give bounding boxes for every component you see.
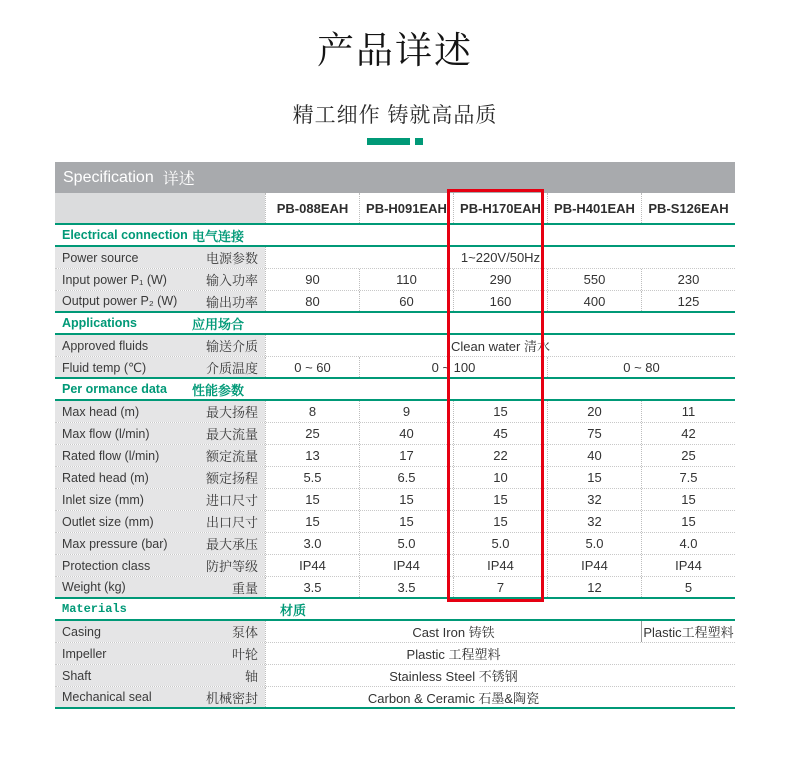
row-label bbox=[55, 489, 265, 510]
row-label bbox=[55, 577, 265, 597]
accent-square-icon bbox=[415, 138, 423, 145]
row-label-en: Power source bbox=[62, 250, 139, 265]
table-cell: 15 bbox=[453, 489, 547, 510]
row-label-en: Max pressure (bar) bbox=[62, 536, 168, 551]
row-label-zh: 输出功率 bbox=[205, 294, 258, 310]
row-label-zh: 泵体 bbox=[231, 625, 258, 640]
table-cell: 45 bbox=[453, 423, 547, 444]
table-cell: Clean water 清水 bbox=[265, 335, 735, 356]
row-label-en: Output power P₂ (W) bbox=[62, 294, 178, 308]
row-label-zh: 电源参数 bbox=[205, 251, 258, 266]
table-row bbox=[55, 665, 735, 687]
table-cell: 15 bbox=[547, 467, 641, 488]
table-cell: 5.5 bbox=[265, 467, 359, 488]
section-name-en: Per ormance data bbox=[62, 382, 167, 396]
row-label bbox=[55, 643, 265, 664]
table-row bbox=[55, 467, 735, 489]
table-cell: 5.0 bbox=[453, 533, 547, 554]
table-cell: Plastic 工程塑料 bbox=[265, 643, 641, 664]
row-label bbox=[55, 687, 265, 707]
section-header-row bbox=[55, 225, 735, 247]
row-label-zh: 最大承压 bbox=[205, 537, 258, 552]
table-cell: 25 bbox=[265, 423, 359, 444]
model-header-cell: PB-H401EAH bbox=[547, 193, 641, 223]
table-cell: 13 bbox=[265, 445, 359, 466]
specification-table bbox=[55, 162, 735, 709]
accent-bar-icon bbox=[367, 138, 410, 145]
table-cell: 42 bbox=[641, 423, 735, 444]
table-cell: Cast Iron 铸铁 bbox=[265, 621, 641, 642]
table-cell: 25 bbox=[641, 445, 735, 466]
row-label-zh: 轴 bbox=[244, 669, 258, 684]
section-header-row bbox=[55, 599, 735, 621]
table-row bbox=[55, 401, 735, 423]
model-header-cell: PB-S126EAH bbox=[641, 193, 735, 223]
table-row bbox=[55, 357, 735, 379]
table-cell: 15 bbox=[265, 489, 359, 510]
table-cell: 400 bbox=[547, 291, 641, 311]
table-cell: 80 bbox=[265, 291, 359, 311]
table-row bbox=[55, 269, 735, 291]
row-label-en: Outlet size (mm) bbox=[62, 514, 154, 529]
table-row bbox=[55, 445, 735, 467]
row-label bbox=[55, 665, 265, 686]
table-cell: 11 bbox=[641, 401, 735, 422]
row-label-en: Fluid temp (℃) bbox=[62, 360, 147, 375]
table-cell: 15 bbox=[641, 511, 735, 532]
table-cell: 15 bbox=[453, 511, 547, 532]
table-row bbox=[55, 489, 735, 511]
row-label-en: Mechanical seal bbox=[62, 690, 152, 704]
row-label bbox=[55, 247, 265, 268]
row-label-en: Impeller bbox=[62, 646, 107, 661]
table-cell: 6.5 bbox=[359, 467, 453, 488]
table-cell: 7 bbox=[453, 577, 547, 597]
row-label-en: Rated flow (l/min) bbox=[62, 448, 160, 463]
model-header-spacer bbox=[55, 193, 265, 223]
table-cell: 4.0 bbox=[641, 533, 735, 554]
section-name-zh: 电气连接 bbox=[192, 228, 245, 244]
model-header-cell: PB-H091EAH bbox=[359, 193, 453, 223]
table-cell: 90 bbox=[265, 269, 359, 290]
table-row bbox=[55, 643, 735, 665]
row-label bbox=[55, 291, 265, 311]
table-cell: 5.0 bbox=[547, 533, 641, 554]
row-label bbox=[55, 467, 265, 488]
table-cell: 160 bbox=[453, 291, 547, 311]
row-label-zh: 进口尺寸 bbox=[205, 493, 258, 508]
table-cell: IP44 bbox=[547, 555, 641, 576]
page-subtitle: 精工细作 铸就高品质 bbox=[292, 104, 498, 127]
table-cell: 40 bbox=[359, 423, 453, 444]
row-label bbox=[55, 335, 265, 356]
row-label bbox=[55, 423, 265, 444]
table-cell: IP44 bbox=[453, 555, 547, 576]
table-cell bbox=[641, 643, 735, 664]
row-label-en: Shaft bbox=[62, 668, 92, 683]
row-label-en: Rated head (m) bbox=[62, 470, 149, 485]
section-name-en: Applications bbox=[62, 316, 138, 330]
model-header-cell: PB-H170EAH bbox=[453, 193, 547, 223]
table-cell: 7.5 bbox=[641, 467, 735, 488]
row-label-zh: 额定流量 bbox=[205, 449, 258, 464]
table-row bbox=[55, 687, 735, 709]
model-header-cell: PB-088EAH bbox=[265, 193, 359, 223]
table-cell: 550 bbox=[547, 269, 641, 290]
row-label bbox=[55, 555, 265, 576]
table-row bbox=[55, 577, 735, 599]
table-cell: 230 bbox=[641, 269, 735, 290]
table-row bbox=[55, 335, 735, 357]
section-header-row bbox=[55, 379, 735, 401]
model-header-row bbox=[55, 193, 735, 225]
row-label-zh: 输入功率 bbox=[205, 273, 258, 288]
table-cell: 15 bbox=[453, 401, 547, 422]
section-header-row bbox=[55, 313, 735, 335]
table-cell: 17 bbox=[359, 445, 453, 466]
row-label-en: Inlet size (mm) bbox=[62, 492, 144, 507]
table-cell: 15 bbox=[641, 489, 735, 510]
table-row bbox=[55, 533, 735, 555]
table-cell: 0 ~ 60 bbox=[265, 357, 359, 377]
row-label bbox=[55, 357, 265, 377]
row-label-zh: 防护等级 bbox=[205, 559, 258, 574]
table-cell: IP44 bbox=[641, 555, 735, 576]
table-cell: 15 bbox=[359, 511, 453, 532]
row-label-en: Input power P₁ (W) bbox=[62, 272, 167, 287]
title-underline-decoration bbox=[0, 138, 790, 145]
row-label bbox=[55, 445, 265, 466]
table-cell: 8 bbox=[265, 401, 359, 422]
spec-title-en: Specification bbox=[63, 168, 154, 186]
table-cell: Stainless Steel 不锈钢 bbox=[265, 665, 641, 686]
spec-title-zh: 详述 bbox=[162, 171, 195, 188]
table-cell: 3.5 bbox=[265, 577, 359, 597]
table-cell: 15 bbox=[265, 511, 359, 532]
row-label bbox=[55, 269, 265, 290]
table-cell: 110 bbox=[359, 269, 453, 290]
row-label-en: Protection class bbox=[62, 558, 151, 573]
table-row bbox=[55, 423, 735, 445]
row-label-zh: 最大流量 bbox=[205, 427, 258, 442]
table-row bbox=[55, 621, 735, 643]
section-name-zh: 应用场合 bbox=[192, 316, 245, 332]
row-label-en: Approved fluids bbox=[62, 338, 149, 353]
table-row bbox=[55, 247, 735, 269]
table-cell: 290 bbox=[453, 269, 547, 290]
table-cell: 10 bbox=[453, 467, 547, 488]
row-label bbox=[55, 401, 265, 422]
table-row bbox=[55, 291, 735, 313]
table-cell: 20 bbox=[547, 401, 641, 422]
row-label-zh: 输送介质 bbox=[205, 339, 258, 354]
table-cell: 12 bbox=[547, 577, 641, 597]
row-label-en: Max head (m) bbox=[62, 404, 140, 419]
row-label-zh: 重量 bbox=[231, 580, 258, 596]
row-label bbox=[55, 621, 265, 642]
table-cell: 22 bbox=[453, 445, 547, 466]
row-label-zh: 出口尺寸 bbox=[205, 515, 258, 530]
table-cell: 32 bbox=[547, 511, 641, 532]
table-cell: 0 ~ 100 bbox=[359, 357, 547, 377]
table-cell: 3.5 bbox=[359, 577, 453, 597]
table-cell: IP44 bbox=[359, 555, 453, 576]
row-label-zh: 介质温度 bbox=[205, 360, 258, 376]
row-label bbox=[55, 511, 265, 532]
table-cell: 15 bbox=[359, 489, 453, 510]
section-name-en: Materials bbox=[62, 602, 127, 616]
page-header bbox=[0, 20, 790, 145]
section-name-zh: 材质 bbox=[279, 602, 306, 618]
table-cell: 32 bbox=[547, 489, 641, 510]
row-label-en: Casing bbox=[62, 624, 101, 639]
table-cell: 60 bbox=[359, 291, 453, 311]
section-name-en: Electrical connection bbox=[62, 228, 188, 242]
row-label-en: Weight (kg) bbox=[62, 580, 126, 594]
table-cell: Plastic工程塑料 bbox=[641, 621, 735, 642]
table-cell bbox=[641, 665, 735, 686]
table-cell: 5 bbox=[641, 577, 735, 597]
table-cell: Carbon & Ceramic 石墨&陶瓷 bbox=[265, 687, 641, 707]
table-cell: 125 bbox=[641, 291, 735, 311]
spec-header-bar bbox=[55, 162, 735, 193]
table-cell: 9 bbox=[359, 401, 453, 422]
table-cell: IP44 bbox=[265, 555, 359, 576]
table-cell bbox=[641, 687, 735, 707]
table-cell: 5.0 bbox=[359, 533, 453, 554]
table-body bbox=[55, 225, 735, 709]
table-row bbox=[55, 511, 735, 533]
table-cell: 1~220V/50Hz bbox=[265, 247, 735, 268]
table-row bbox=[55, 555, 735, 577]
row-label-zh: 机械密封 bbox=[205, 690, 258, 706]
row-label-zh: 最大扬程 bbox=[205, 405, 258, 420]
row-label bbox=[55, 533, 265, 554]
page-title: 产品详述 bbox=[317, 30, 473, 71]
row-label-en: Max flow (l/min) bbox=[62, 426, 150, 441]
table-cell: 75 bbox=[547, 423, 641, 444]
table-cell: 40 bbox=[547, 445, 641, 466]
row-label-zh: 额定扬程 bbox=[205, 471, 258, 486]
row-label-zh: 叶轮 bbox=[231, 647, 258, 662]
table-cell: 0 ~ 80 bbox=[547, 357, 735, 377]
table-cell: 3.0 bbox=[265, 533, 359, 554]
section-name-zh: 性能参数 bbox=[192, 382, 245, 398]
